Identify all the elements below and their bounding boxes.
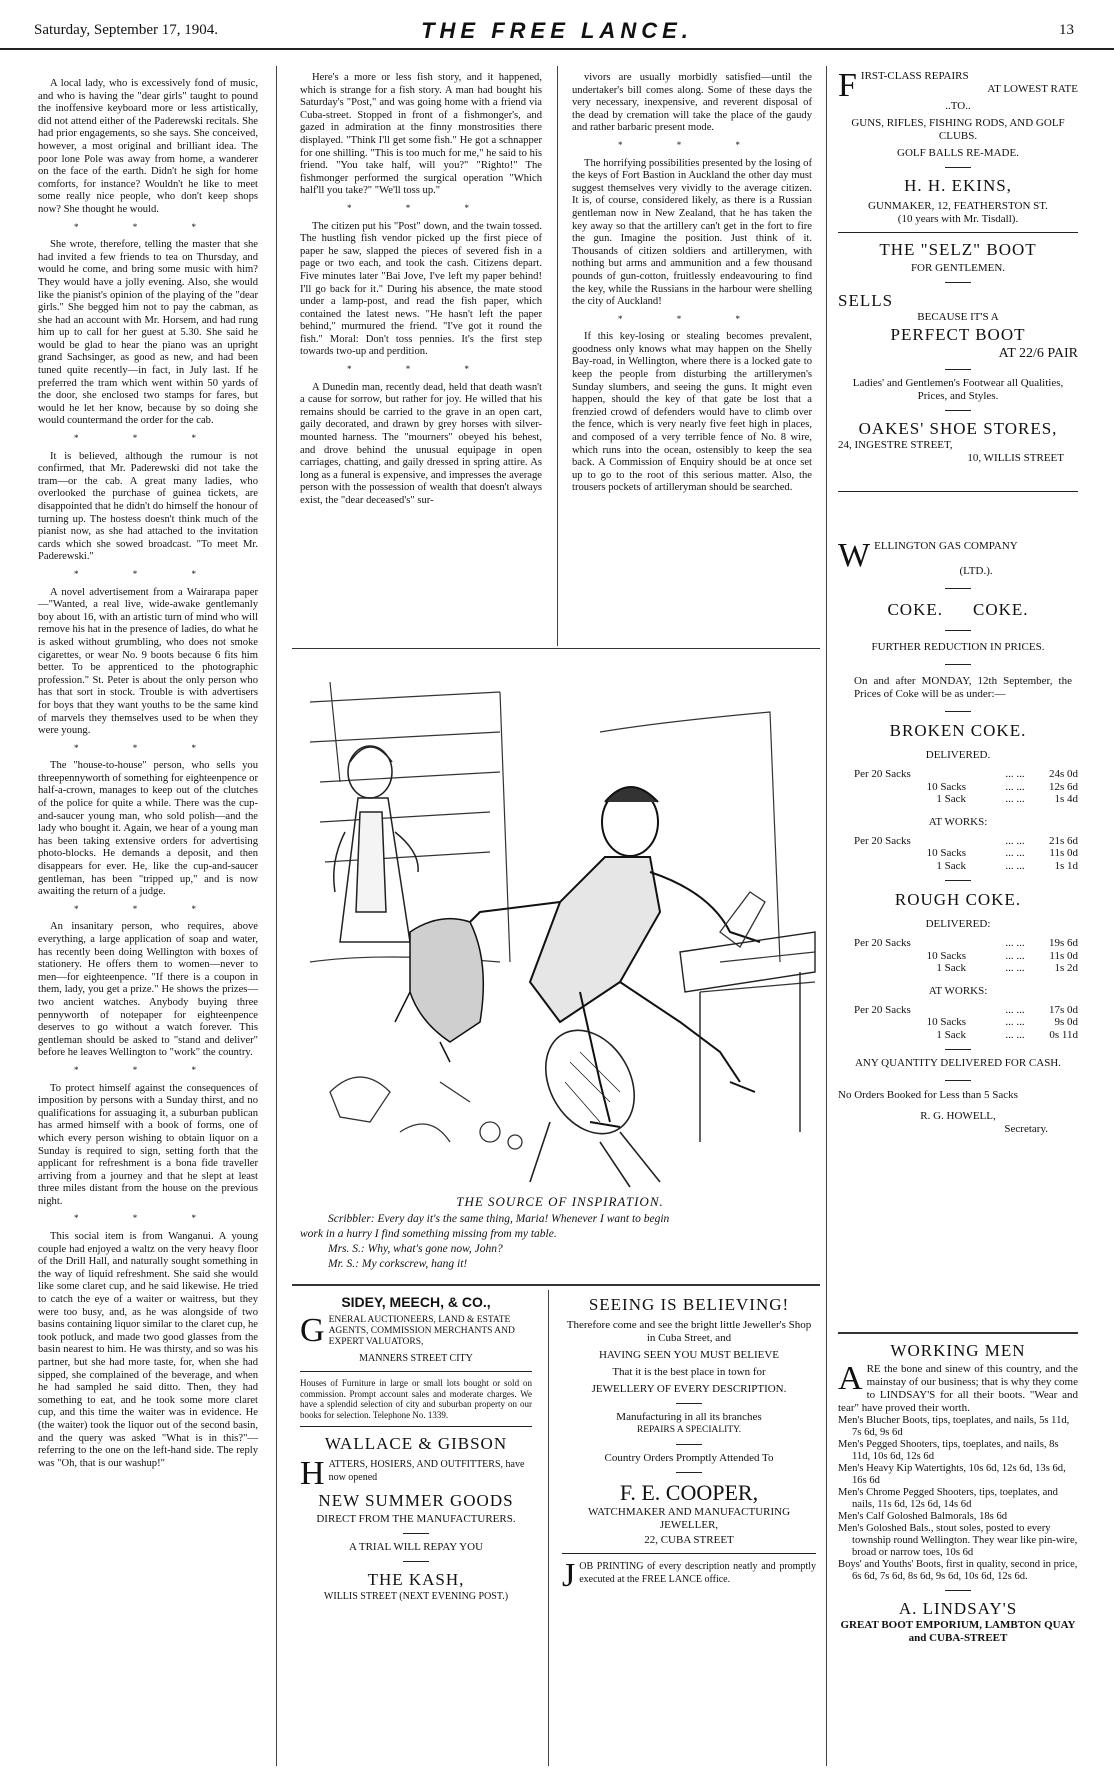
price-cell: 10 Sacks [926,847,966,859]
illustration-top-rule [292,648,820,649]
ad-text: No Orders Booked for Less than 5 Sacks [838,1089,1018,1101]
gas-company-advert [838,534,1078,1136]
article-paragraph: If this key-losing or stealing becomes prevalent, goodness only knows what may happen on the Shelly Bay-road, in Wellington, where there is a locked gate to keep the people from disturbing the artillerymen's Sunday slumbers, and seeing the guns. It might even happen, should the key of that gate be lost that a frenzied crowd of defenders would have to climb over the fence, which is very nearly five feet high in places, and composed of a very terrible fence of No. 8 wire, which runs into the ocean, ostensibly to keep the sea back. A Commission of Enquiry should be at once set up to go to the root of this serious matter. Also, the trousers pockets of artilleryman should be searched. [572,331,812,494]
price-cell: ... ... [1005,768,1025,780]
caption-line: Scribbler: Every day it's the same thing, Maria! Whenever I want to begin [328,1213,670,1225]
list-item: Men's Calf Goloshed Balmorals, 18s 6d [838,1511,1008,1522]
price-row [854,1016,1078,1029]
ad-rule [838,1332,1078,1334]
ad-text: ATTERS, HOSIERS, AND OUTFITTERS, have now opened [328,1459,525,1483]
price-heading: ROUGH COKE. [894,890,1022,909]
lindsay-advert [838,1340,1078,1645]
price-cell: Per 20 Sacks [854,768,911,780]
ad-address: MANNERS STREET CITY [359,1353,473,1364]
column-divider [557,66,558,646]
ad-text: A TRIAL WILL REPAY YOU [348,1541,484,1553]
section-separator: * * * [74,1213,222,1224]
price-cell: 1s 2d [1054,962,1078,974]
list-item: Men's Pegged Shooters, tips, toeplates, and nails, 8s 11d, 10s 6d, 12s 6d [838,1439,1059,1462]
price-cell: 1 Sack [936,1028,966,1041]
section-separator: * * * [74,1064,222,1075]
section-separator: * * * [618,139,766,150]
page-number: 13 [1059,22,1074,38]
ad-text: BECAUSE IT'S A [917,311,999,323]
ad-title: SIDEY, MEECH, & CO., [341,1294,491,1310]
price-row [854,1029,1078,1042]
list-item: Men's Heavy Kip Watertights, 10s 6d, 12s 6d, 13s 6d, 16s 6d [838,1463,1066,1486]
illustration-caption [300,1212,820,1272]
ad-text: Houses of Furniture in large or small lots bought or sold on commission. Prompt account sales and moderate charges. We have a splendid selection of city and suburban property on our books for selection. Telephone No. 1339. [300,1378,532,1420]
ad-address: GUNMAKER, 12, FEATHERSTON ST. [868,200,1048,212]
price-cell: ... ... [1005,859,1025,872]
price-cell: 19s 6d [1048,937,1078,949]
drop-cap: G [300,1312,325,1349]
ad-name: THE KASH, [367,1570,465,1589]
price-subheading: AT WORKS: [928,815,988,828]
price-cell: 10 Sacks [926,949,966,962]
ad-text: AT LOWEST RATE [987,83,1078,95]
price-row [854,1004,1078,1017]
ad-text: ANY QUANTITY DELIVERED FOR CASH. [854,1057,1062,1069]
price-subheading: DELIVERED. [925,749,991,761]
ad-price: AT 22/6 PAIR [998,346,1078,361]
section-separator: * * * [74,742,222,753]
issue-date: Saturday, September 17, 1904. [34,22,218,38]
price-cell: 1 Sack [936,962,966,974]
ad-title: WALLACE & GIBSON [324,1434,508,1453]
drop-cap: F [838,67,857,104]
article-paragraph: The horrifying possibilities presented by the losing of the keys of Fort Bastion in Auckland the other day must suggest themselves very vividly to the average citizen. It is, of course, considered likely, as there is a Russian gentleman now in New Zealand, that he has taken the key away so that the artillery can't get in the fort to fire the gun. Imagine the position. Just think of it. Thousands of citizen soldiers and artillerymen, with nothing but arms and ammunition and a few thousand pounds of gun-cotton, fruitlessly endeavouring to find the key, while the Russians in the harbour were shelling the city of Auckland! [572,157,812,308]
price-table [838,835,1078,873]
ad-address: 24, INGESTRE STREET, [838,439,953,451]
ad-text: SELLS [838,291,894,310]
article-paragraph: A novel advertisement from a Wairarapa paper —"Wanted, a real live, wide-awake gentlemanly boy about 16, with an artistic turn of mind who will remove his hat in the presence of ladies, do what he is asked without grumbling, who does not smoke cigarettes, or wear No. 9 boots because 6 fits him better. To be apprenticed to the photographic profession." St. Peter is about the only person who has that sort in stock. Trouble is with advertisers for boys that they want youths to be the same kind of marvels they themselves used to be when they were young. [38,586,258,737]
drop-cap: H [300,1455,325,1492]
cartoon-illustration [300,662,820,1192]
column-divider [548,1290,549,1766]
price-heading: BROKEN COKE. [889,721,1027,740]
ad-text: WATCHMAKER AND MANUFACTURING JEWELLER, [587,1506,791,1531]
ad-text: Country Orders Promptly Attended To [604,1452,774,1464]
price-cell: 1s 1d [1054,859,1078,872]
ad-name: F. E. COOPER, [619,1480,759,1505]
price-cell: ... ... [1005,1003,1025,1016]
ad-text: COKE. [887,600,943,619]
ad-text: Ladies' and Gentlemen's Footwear all Qualities, Prices, and Styles. [852,377,1064,402]
article-paragraph: An insanitary person, who requires, above everything, a large application of soap and water, has recently been doing Wellington with boxes of stationery. He offers them to women—never to men—for eighteenpence. "If there is a coupon in them, lady, you get a prize." He shows the prizes—two ancient watches. Anybody buying three pennyworth of notepaper for eighteenpence deserves to go without a watch forever. This gentleman should be asked to "stand and deliver" before he leaves Wellington to "work" the country. [38,921,258,1059]
overturned-chair [528,1014,660,1187]
price-cell: 21s 6d [1048,834,1078,847]
ad-text: FURTHER REDUCTION IN PRICES. [871,641,1045,653]
masthead-title: THE FREE LANCE. [421,18,693,43]
ad-address: WILLIS STREET (NEXT EVENING POST.) [323,1591,509,1602]
ad-signer: R. G. HOWELL, [920,1110,996,1122]
ad-text: RE the bone and sinew of this country, and the mainstay of our business; that is why they come to LINDSAY'S for all their boots. "Wear and tear" have proved their worth. [838,1363,1078,1414]
price-cell: ... ... [1005,834,1025,847]
price-row [854,793,1078,806]
column-two [300,72,542,512]
price-cell: ... ... [1005,780,1025,793]
price-row [854,781,1078,794]
price-cell: 11s 0d [1049,847,1078,859]
ekins-advert [838,67,1078,498]
section-separator: * * * [74,221,222,232]
price-cell: Per 20 Sacks [854,1003,911,1016]
maid-figure [334,746,418,942]
ad-text: COKE. [973,600,1029,619]
ad-note: (10 years with Mr. Tisdall). [897,213,1019,225]
ad-text: PERFECT BOOT [890,325,1026,344]
ad-title: THE "SELZ" BOOT [879,240,1037,259]
price-cell: 1s 4d [1054,793,1078,805]
price-cell: 17s 0d [1048,1003,1078,1016]
price-subheading: DELIVERED: [925,918,991,930]
article-paragraph: To protect himself against the consequences of imposition by persons with a Sunday thirst, and no qualifications for assuaging it, a suburban publican has armed himself with a book of forms, one of which every person wishing to obtain liquor on a Sunday is required to sign, setting forth that the applicant for refreshment is a bona fide traveller arriving from a journey and that he slept at least three miles distant from the house on the previous night. [38,1082,258,1207]
section-separator: * * * [74,903,222,914]
article-paragraph: The citizen put his "Post" down, and the twain tossed. The hustling fish vendor picked up the first piece of paper he saw, slapped the pieces of severed fish in a page or two each, and took the cash. Citizens depart. Five minutes later "Bai Jove, I've left my paper behind! I'll go back for it." During his absence, the mate stood under a lamp-post, and read the fish paper, which contained the latest news. "He hasn't left the paper behind," murmured the friend. "I've got it round the fish." Moral: Don't toss pennies. It's the first step towards two-up and perdition. [300,220,542,358]
ad-text: That it is the best place in town for [612,1366,766,1378]
ad-text: ENERAL AUCTIONEERS, LAND & ESTATE AGENTS, COMMISSION MERCHANTS AND EXPERT VALUATORS, [328,1315,515,1347]
ad-text: Manufacturing in all its branches [616,1411,762,1423]
price-cell: ... ... [1005,937,1025,949]
price-subheading: AT WORKS: [928,984,988,997]
price-cell: 9s 0d [1054,1016,1078,1028]
price-row [854,937,1078,950]
ad-title: WORKING MEN [890,1341,1026,1360]
ad-name: A. LINDSAY'S [898,1599,1018,1618]
price-cell: 12s 6d [1048,780,1078,793]
section-separator: * * * [347,364,495,375]
ad-address: GREAT BOOT EMPORIUM, LAMBTON QUAY and CUBA-STREET [840,1619,1076,1644]
ad-title: SEEING IS BELIEVING! [588,1295,790,1314]
ad-text: Therefore come and see the bright little Jeweller's Shop in Cuba Street, and [566,1319,812,1344]
article-paragraph: She wrote, therefore, telling the master that she had invited a few friends to tea on Thursday, and would he come, and bring some music with him? They would have a jolly evening. Also, she would like the pianist's opinion of the playing of the "dear girls." She begged him not to pay the cabman, as she had an account with Mr. Horsem, and had rung him up to call for her guest at 5.30. She said he would be glad to hear the piano was an upright grand Sachsinger, as good as new, and had been tuned quite recently—in fact, in July last. If he preferred the tram which went within 50 yards of the door, she enclosed two stamps for fares, but would he let her know, because by so doing she would countermand the order for the cab. [38,239,258,427]
sidey-meech-advert [300,1294,532,1603]
ad-text: DIRECT FROM THE MANUFACTURERS. [316,1513,516,1525]
page-header [0,0,1114,50]
ad-text: GOLF BALLS RE-MADE. [897,147,1019,159]
price-row [854,835,1078,848]
ad-text: On and after MONDAY, 12th September, the Prices of Coke will be as under:— [854,675,1072,700]
ad-text: REPAIRS A SPECIALITY. [636,1425,742,1435]
illustration-caption-title: THE SOURCE OF INSPIRATION. [456,1194,664,1209]
ad-address: 10, WILLIS STREET [967,452,1064,464]
price-table [838,1004,1078,1042]
section-separator: * * * [74,568,222,579]
caption-line: Mrs. S.: Why, what's gone now, John? [328,1243,503,1255]
ad-text: GUNS, RIFLES, FISHING RODS, AND GOLF CLUBS. [851,117,1065,142]
drop-cap: A [838,1360,863,1397]
list-item: Men's Chrome Pegged Shooters, tips, toeplates, and nails, 11s 6d, 12s 6d, 14s 6d [838,1487,1058,1510]
ad-name: OAKES' SHOE STORES, [858,419,1058,438]
price-cell: 1 Sack [936,859,966,872]
list-item: Men's Blucher Boots, tips, toeplates, and nails, 5s 11d, 7s 6d, 9s 6d [838,1415,1070,1438]
ad-signer-role: Secretary. [1004,1123,1048,1135]
price-cell: 1 Sack [936,793,966,805]
price-cell: ... ... [1005,1016,1025,1028]
price-cell: Per 20 Sacks [854,834,911,847]
ad-text: OB PRINTING of every description neatly and promptly executed at the FREE LANCE office. [579,1561,816,1585]
price-row [854,847,1078,860]
article-paragraph: It is believed, although the rumour is not confirmed, that Mr. Paderewski did not take the tram—or the cab. A great many ladies, who overlooked the purchase of guinea tickets, are disappointed that he didn't do himself the honour of turning up. The hostess doesn't think much of the pianist now, as she had attached to the invitation cards which she sowed broadcast. "To meet Mr. Paderewski." [38,450,258,563]
cooper-advert [562,1294,816,1594]
coat-being-shaken [395,919,483,1062]
scribbler-figure [450,787,760,1127]
caption-line: Mr. S.: My corkscrew, hang it! [328,1258,468,1270]
price-cell: Per 20 Sacks [854,937,911,949]
price-row [854,860,1078,873]
drop-cap: W [838,537,871,574]
ad-text: FOR GENTLEMEN. [910,262,1006,274]
price-cell: 10 Sacks [926,1016,966,1028]
list-item: Boys' and Youths' Boots, first in quality, second in price, 6s 6d, 7s 6d, 8s 6d, 9s 6d, 10s 6d, 12s 6d. [838,1559,1078,1582]
article-paragraph: A local lady, who is excessively fond of music, and who is having the "dear girls" taught to pound the inoffensive keyboard more or less artistically, did not attend either of the Paderewski recitals. She had prior engagements, so she says. She conceived, however, a most original and brilliant idea. The poor lone Pole was away from home, a wanderer on the face of the earth. Didn't he sigh for home comforts, for instance? Wouldn't he like to meet some really nice people, who don't keep shops now? She thought he would. [38,78,258,215]
drop-cap: J [562,1557,576,1594]
ad-text: JEWELLERY OF EVERY DESCRIPTION. [591,1383,787,1395]
price-cell: 24s 0d [1048,768,1078,780]
price-cell: ... ... [1005,1028,1025,1041]
price-cell: 0s 11d [1049,1028,1078,1041]
article-paragraph: vivors are usually morbidly satisfied—until the undertaker's bill comes along. Some of these days the very necessary, inexpensive, and reverent disposal of the dead by cremation will take the place of the gaudy and rather barbaric present mode. [572,72,812,134]
column-three [572,72,812,499]
ad-address: 22, CUBA STREET [644,1534,734,1546]
desk [680,932,815,1142]
column-divider [826,66,827,1766]
ad-text: HAVING SEEN YOU MUST BELIEVE [598,1349,780,1361]
price-row [854,962,1078,975]
article-paragraph: Here's a more or less fish story, and it happened, which is strange for a fish story. A man had bought his Saturday's "Post," and was going home with a friend via Cuba-street. Stopped in front of a fishmonger's, and gazed in admiration at the finny monstrosities there displayed. "Think I'll get some fish." He got a schnapper for one shilling. "This is too much for me," he said to his friend. "You take half, will you?" "Righto!" The fishmonger performed the surgical operation "Which half'll you take?" "We'll toss up." [300,72,542,197]
section-separator: * * * [618,313,766,324]
price-cell: 10 Sacks [926,780,966,793]
price-row [854,768,1078,781]
article-paragraph: A Dunedin man, recently dead, held that death wasn't a cause for sorrow, but rather for joy. He willed that his remains should be carried to the grave in an open cart, gaily decorated, and drawn by grey horses with silver-mounted harness. The "mourners" obeyed his behest, and drove behind the unusual equipage in open carriages, chatting, and gaily dressed in spring attire. As long as a funeral is expensive, and impresses the average person with the possession of wealth that doesn't always exist, the "dear deceased's" sur- [300,381,542,506]
ads-top-rule [292,1284,820,1286]
price-cell: ... ... [1005,962,1025,974]
article-paragraph: This social item is from Wanganui. A young couple had enjoyed a waltz on the very heavy floor of the Drill Hall, and naturally sought something in the way of liquid refreshment. She said she would like some claret cup, and he said likewise. He tried to catch the eye of a waiter or waitress, but they were too busy, and, as he was alongside of two basins containing liquor similar to the claret cup, he took potluck, and made two good glasses from the basin nearest to him. He was thirsty, and so was his partner, but she had more taste, for, when she had sipped, she complained of the beverage, and when he had sampled he said ditto. Then, they had something to eat, and he took some more claret cup, and this time the waiter was in evidence. He (the waiter) took the liquor out of the second basin, and the query was asked "What is in this?"—referring to the one on the left-hand side. The reply was "Oh, that is our washup!" [38,1231,258,1469]
price-cell: ... ... [1005,949,1025,962]
price-table [838,768,1078,806]
article-paragraph: The "house-to-house" person, who sells you threepennyworth of something for eighteenpence or half-a-crown, manages to keep out of the clutches of the police for quite a while. There was the cup-and-saucer young man, who sold polish—and the lady who bought it. Again, we hear of a young man has been taking extensive orders for advertising photo-blocks. He demands a deposit, and then disappears for ever. He, like the cup-and-saucer gentleman, has been "tripped up," and is now awaiting the return of a judge. [38,760,258,898]
price-cell: ... ... [1005,847,1025,859]
product-list [838,1415,1078,1583]
price-table [838,937,1078,975]
column-one [38,78,258,1474]
ad-name: H. H. EKINS, [904,176,1012,195]
ad-text: IRST-CLASS REPAIRS [860,70,969,82]
list-item: Men's Goloshed Bals., stout soles, posted to every township round Wellington. They wear like pin-wire, broad or narrow toes, 10s 6d [838,1523,1078,1558]
section-separator: * * * [74,433,222,444]
ad-text: NEW SUMMER GOODS [318,1491,514,1510]
ad-text: (LTD.). [959,565,993,577]
price-row [854,950,1078,963]
column-divider [276,66,277,1766]
ad-title: ELLINGTON GAS COMPANY [874,540,1018,552]
caption-line: work in a hurry I find something missing from my table. [300,1228,557,1240]
price-cell: 11s 0d [1049,949,1078,962]
section-separator: * * * [347,202,495,213]
price-cell: ... ... [1005,793,1025,805]
ad-text: ..TO.. [945,100,971,112]
